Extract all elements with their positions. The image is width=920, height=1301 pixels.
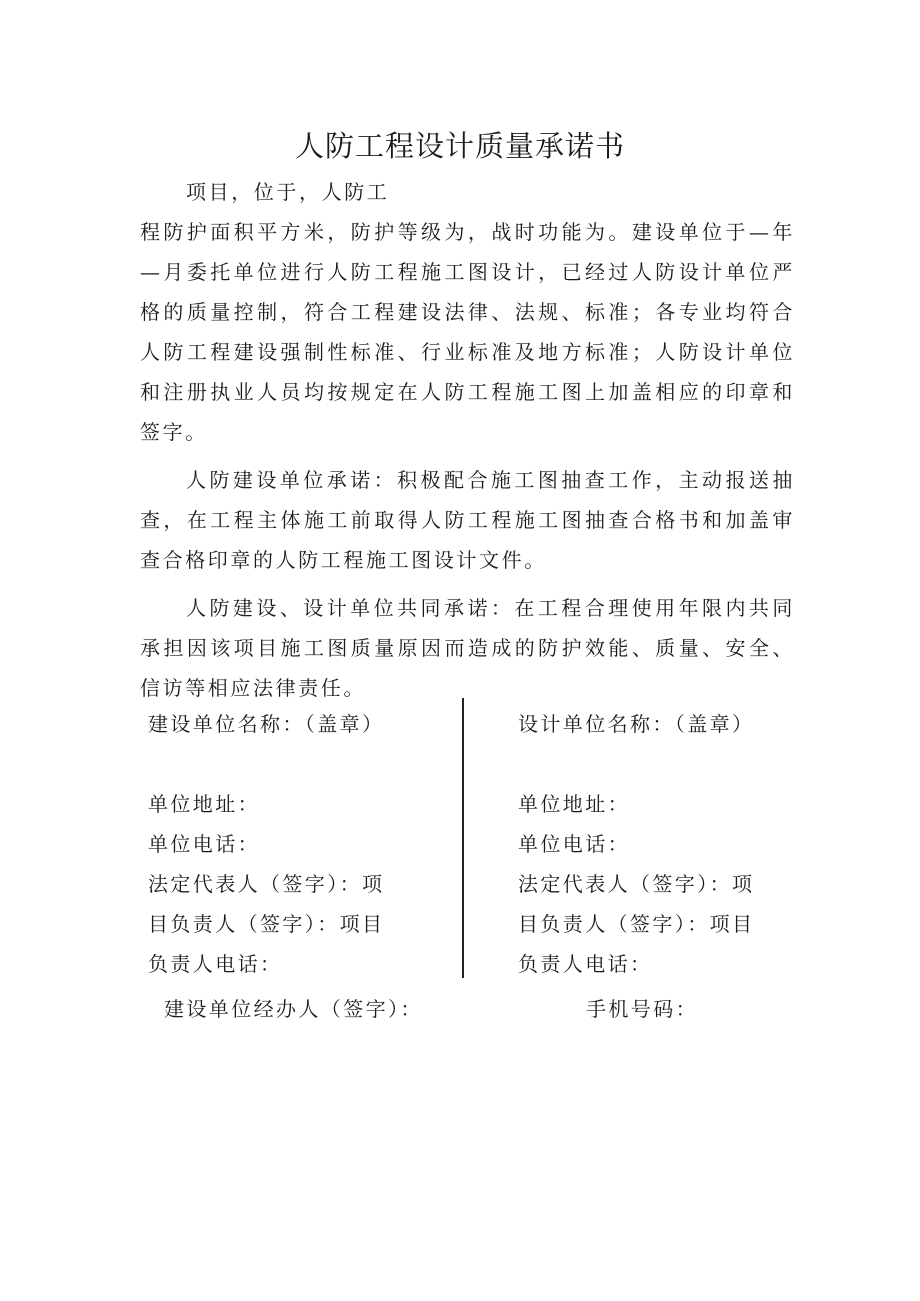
paragraph-1-first-line: 项目，位于，人防工 <box>186 180 390 204</box>
document-title: 人防工程设计质量承诺书 <box>294 129 625 163</box>
paragraph-3: 人防建设、设计单位共同承诺：在工程合理使用年限内共同承担因该项目施工图质量原因而造成的防护效能、质量、安全、信访等相应法律责任。 <box>140 596 795 700</box>
design-project-lead: 目负责人（签字）：项目 <box>518 912 755 936</box>
construction-handler-signature: 建设单位经办人（签字）： <box>164 997 423 1021</box>
construction-lead-phone: 负责人电话： <box>148 952 283 976</box>
construction-legal-rep: 法定代表人（签字）：项 <box>148 872 385 896</box>
design-unit-phone: 单位电话： <box>518 832 630 856</box>
mobile-number: 手机号码： <box>586 997 698 1021</box>
construction-unit-phone: 单位电话： <box>148 832 260 856</box>
construction-unit-address: 单位地址： <box>148 792 260 816</box>
construction-unit-name: 建设单位名称：（盖章） <box>148 712 385 736</box>
design-legal-rep: 法定代表人（签字）：项 <box>518 872 755 896</box>
design-lead-phone: 负责人电话： <box>518 952 653 976</box>
design-unit-address: 单位地址： <box>518 792 630 816</box>
commitment-body <box>140 172 795 708</box>
paragraph-2: 人防建设单位承诺：积极配合施工图抽查工作，主动报送抽查，在工程主体施工前取得人防工程施工图抽查合格书和加盖审查合格印章的人防工程施工图设计文件。 <box>140 468 795 572</box>
paragraph-1: 程防护面积平方米，防护等级为，战时功能为。建设单位于—年—月委托单位进行人防工程施工图设计，已经过人防设计单位严格的质量控制，符合工程建设法律、法规、标准；各专业均符合人防工程建设强制性标准、行业标准及地方标准；人防设计单位和注册执业人员均按规定在人防工程施工图上加盖相应的印章和签字。 <box>140 220 795 444</box>
column-divider <box>462 698 464 978</box>
construction-project-lead: 目负责人（签字）：项目 <box>148 912 385 936</box>
design-unit-name: 设计单位名称：（盖章） <box>518 712 755 736</box>
